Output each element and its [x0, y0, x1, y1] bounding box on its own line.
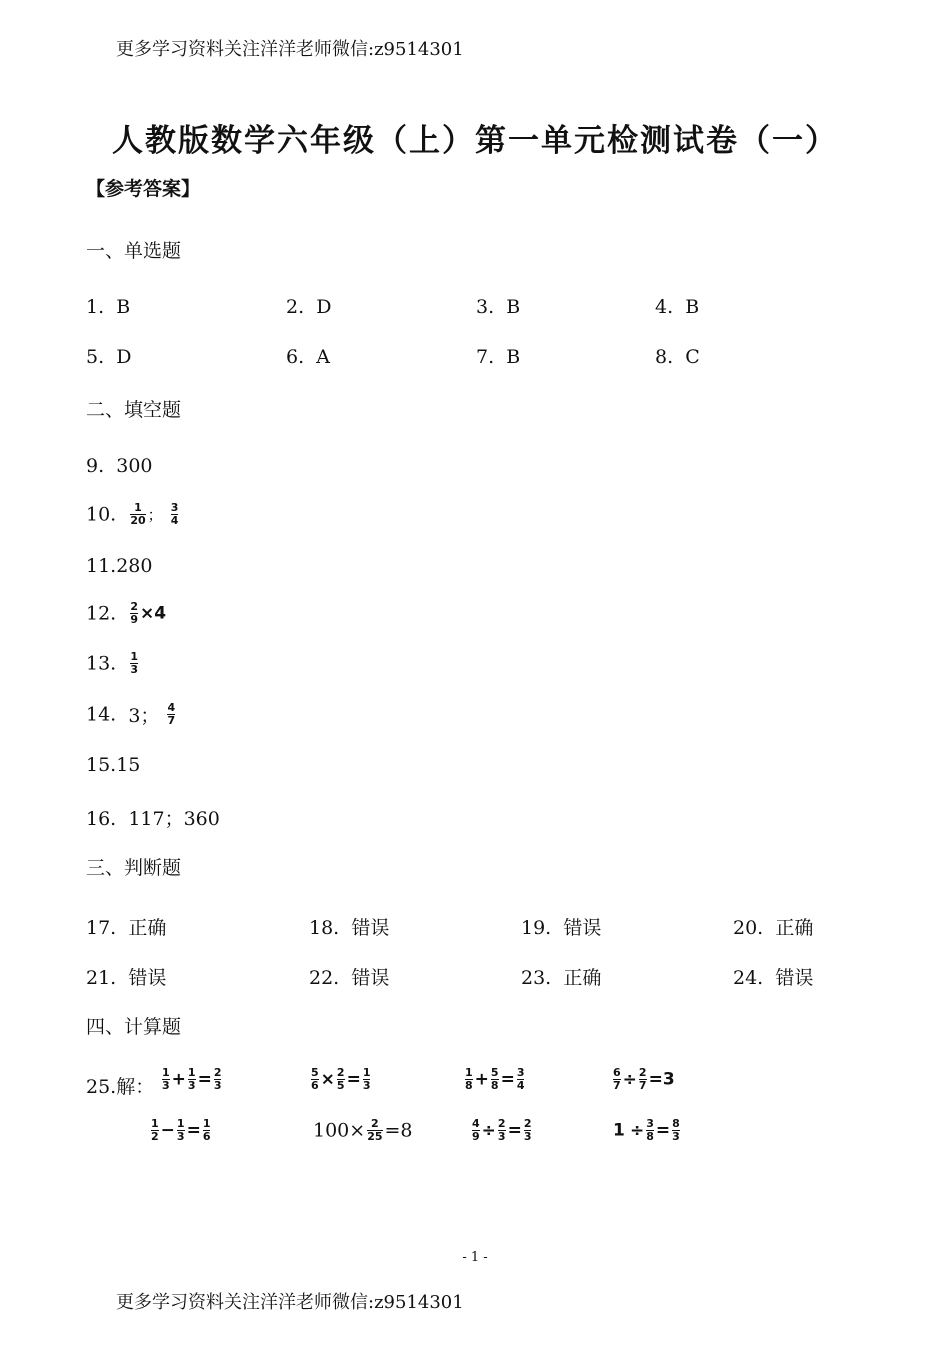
calc-expression: 100× $\frac{2}{25}$ =8: [313, 1117, 413, 1143]
answer-item: 6. A: [286, 346, 330, 368]
answer-item-15: 15.15: [86, 754, 141, 776]
answer-key-label: 【参考答案】: [86, 178, 201, 200]
q25-label: 25.解：: [86, 1076, 155, 1098]
calc-expression: $\frac{4}{9}$ ÷ $\frac{2}{3}$ = $\frac{2}{3}$: [472, 1117, 532, 1143]
fraction: $\frac{1}{20}$: [130, 501, 146, 527]
fraction: $\frac{3}{4}$: [170, 501, 179, 527]
answer-item: 8. C: [655, 346, 700, 368]
fraction: $\frac{2}{9}$: [130, 600, 138, 626]
answer-item: 7. B: [476, 346, 521, 368]
calc-expression: 1 ÷ $\frac{3}{8}$ = $\frac{8}{3}$: [613, 1117, 680, 1143]
answer-item-9: 9. 300: [86, 455, 153, 477]
answer-item-14: 14. 3； $\frac{4}{7}$: [86, 701, 176, 727]
answer-item: 21. 错误: [86, 967, 167, 989]
answer-item: 1. B: [86, 296, 131, 318]
answer-item: 20. 正确: [733, 917, 814, 939]
answer-item: 24. 错误: [733, 967, 814, 989]
calc-expression: $\frac{1}{8}$ + $\frac{5}{8}$ = $\frac{3}{4}$: [465, 1066, 525, 1092]
answer-item: 2. D: [286, 296, 332, 318]
answer-item-16: 16. 117；360: [86, 808, 220, 830]
answer-item: 23. 正确: [521, 967, 602, 989]
section-heading-calculation: 四、计算题: [86, 1016, 182, 1038]
answer-item-10: 10. $\frac{1}{20}$ ； $\frac{3}{4}$: [86, 501, 179, 527]
page-number: - 1 -: [462, 1250, 488, 1265]
answer-item: 18. 错误: [309, 917, 390, 939]
calc-expression: $\frac{6}{7}$ ÷ $\frac{2}{7}$ =3: [613, 1066, 675, 1092]
calc-expression: $\frac{1}{3}$ + $\frac{1}{3}$ = $\frac{2}{3}$: [162, 1066, 222, 1092]
answer-item: 19. 错误: [521, 917, 602, 939]
page-title: 人教版数学六年级（上）第一单元检测试卷（一）: [112, 123, 838, 159]
answer-item: 17. 正确: [86, 917, 167, 939]
answer-item: 22. 错误: [309, 967, 390, 989]
calc-expression: $\frac{5}{6}$ × $\frac{2}{5}$ = $\frac{1}{3}$: [311, 1066, 371, 1092]
footer-promo: 更多学习资料关注洋洋老师微信:z9514301: [116, 1292, 464, 1313]
answer-item: 3. B: [476, 296, 521, 318]
fraction: $\frac{1}{3}$: [130, 650, 138, 676]
answer-item-11: 11.280: [86, 555, 153, 577]
answer-item: 5. D: [86, 346, 132, 368]
section-heading-single-choice: 一、单选题: [86, 240, 182, 262]
section-heading-true-false: 三、判断题: [86, 857, 182, 879]
answer-item-13: 13. $\frac{1}{3}$: [86, 650, 138, 676]
answer-item: 4. B: [655, 296, 700, 318]
fraction: $\frac{4}{7}$: [167, 701, 176, 727]
header-promo: 更多学习资料关注洋洋老师微信:z9514301: [116, 39, 464, 60]
section-heading-fill-blank: 二、填空题: [86, 399, 182, 421]
calc-expression: $\frac{1}{2}$ − $\frac{1}{3}$ = $\frac{1}{6}$: [151, 1117, 211, 1143]
answer-item-12: 12. $\frac{2}{9}$ ×4: [86, 600, 167, 626]
